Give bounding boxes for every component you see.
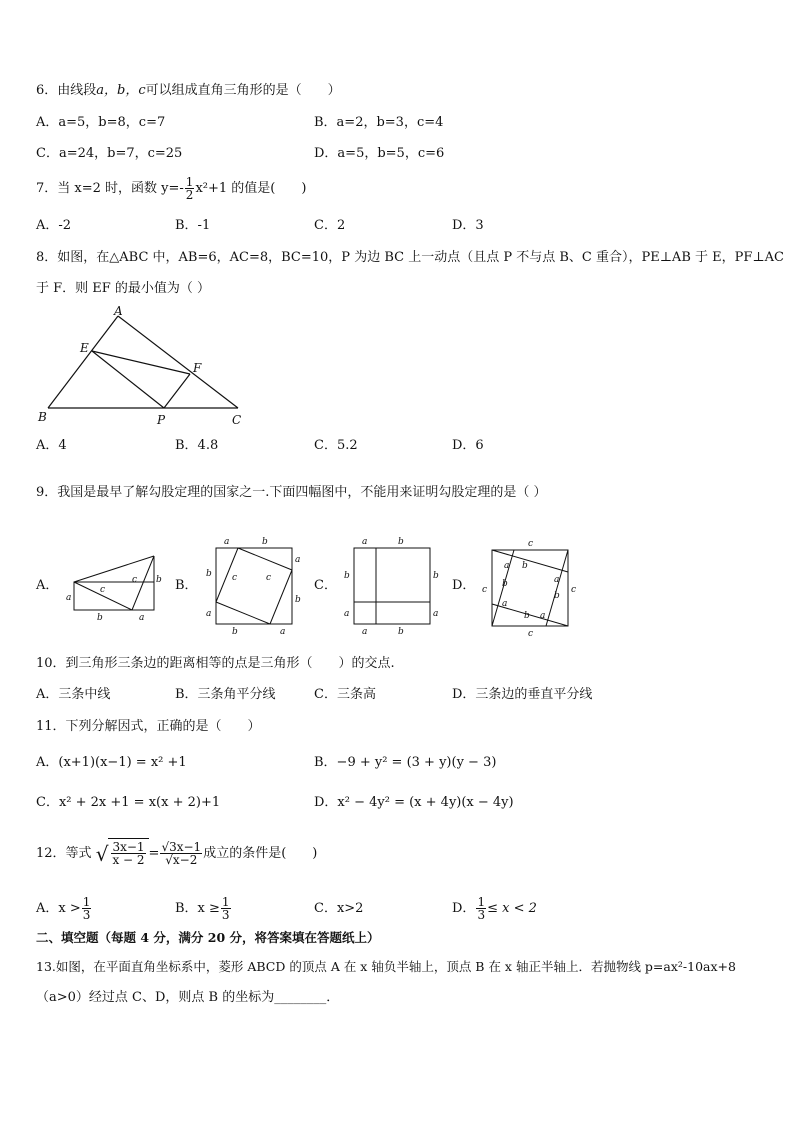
q9a-label-a2: a [139, 613, 145, 623]
q7-option-c[interactable]: C．2 [314, 218, 346, 233]
q7-num: 1 [185, 175, 194, 189]
q9-stem: 9．我国是最早了解勾股定理的国家之一.下面四幅图中，不能用来证明勾股定理的是（ ） [36, 485, 547, 500]
q11-option-d[interactable]: D．x² − 4y² = (x + 4y)(x − 4y) [314, 795, 514, 810]
q12-b-den: 3 [221, 908, 230, 922]
q8-label-a: A [114, 304, 123, 318]
q9a-label-b2: b [97, 613, 103, 623]
q12-a-den: 3 [82, 908, 91, 922]
q9a-label-c2: c [132, 575, 138, 585]
q9d-label-b2: b [554, 591, 560, 601]
q12-b-frac [221, 896, 231, 921]
q9-figure-b [202, 534, 306, 638]
q9a-label-c1: c [100, 585, 106, 595]
q9d-label-a2: a [554, 575, 560, 585]
q10-option-b[interactable]: B．三条角平分线 [175, 687, 276, 702]
q12-d-num: 1 [477, 895, 486, 909]
q12-frac-right [160, 841, 202, 866]
q12-sqrt-symbol: √ [95, 841, 109, 866]
q9b-label-b-bottom: b [232, 627, 238, 637]
q12-radicand [108, 838, 148, 869]
q9b-label-b-right: b [295, 595, 301, 605]
q6-option-a[interactable]: A．a=5，b=8，c=7 [36, 115, 166, 130]
q11-option-b[interactable]: B．−9 + y² = (3 + y)(y − 3) [314, 755, 497, 770]
q11-stem: 11．下列分解因式，正确的是（ ） [36, 719, 261, 734]
q12-a-pre: A．x > [36, 901, 81, 916]
q9b-label-a-right: a [295, 555, 301, 565]
q6-stem-a: 6．由线段 [36, 83, 97, 98]
q13-stem-line2: （a>0）经过点 C、D，则点 B 的坐标为________． [36, 990, 340, 1005]
q9b-label-a-top: a [224, 537, 230, 547]
q12-right-num: √3x−1 [161, 840, 202, 854]
q10-option-a[interactable]: A．三条中线 [36, 687, 111, 702]
q10-stem: 10．到三角形三条边的距离相等的点是三角形（ ）的交点. [36, 656, 395, 671]
q8-triangle-figure [34, 304, 254, 428]
q9b-label-b-top: b [262, 537, 268, 547]
q9c-label-a-top: a [362, 537, 368, 547]
q11-option-a[interactable]: A．(x+1)(x−1) = x² +1 [36, 755, 187, 770]
q12-option-b[interactable] [175, 894, 232, 924]
q9d-label-b4: b [524, 611, 530, 621]
q7-option-b[interactable]: B．-1 [175, 218, 211, 233]
q7-option-d[interactable]: D．3 [452, 218, 484, 233]
q6-option-b[interactable]: B．a=2，b=3，c=4 [314, 115, 444, 130]
q12-right-den: √x−2 [165, 853, 198, 867]
q9-option-b[interactable]: B． [175, 578, 198, 593]
q11-option-c[interactable]: C．x² + 2x +1 = x(x + 2)+1 [36, 795, 221, 810]
q9d-label-a3: a [502, 599, 508, 609]
q7-stem-a: 7．当 x=2 时，函数 y=- [36, 181, 184, 196]
q9c-label-b-right: b [433, 571, 439, 581]
q8-stem-line1: 8．如图，在△ABC 中，AB=6，AC=8，BC=10，P 为边 BC 上一动点（且点 P 不与点 B、C 重合），PE⊥AB 于 E，PF⊥AC [36, 250, 784, 265]
q10-option-d[interactable]: D．三条边的垂直平分线 [452, 687, 593, 702]
q12-d-pre: D． [452, 901, 476, 916]
q8-option-a[interactable]: A．4 [36, 438, 67, 453]
q13-stem-line1: 13.如图，在平面直角坐标系中，菱形 ABCD 的顶点 A 在 x 轴负半轴上，顶点 B 在 x 轴正半轴上．若抛物线 p=ax²-10ax+8 [36, 959, 736, 974]
q9c-label-a-right: a [433, 609, 439, 619]
q12-left-num: 3x−1 [112, 840, 145, 854]
q9d-label-c-top: c [528, 539, 534, 549]
q7-fraction [185, 176, 195, 201]
q9a-label-b1: b [156, 575, 162, 585]
q9-option-d[interactable]: D． [452, 578, 476, 593]
q9b-label-a-bottom: a [280, 627, 286, 637]
q8-label-e: E [80, 341, 89, 355]
q9a-label-a1: a [66, 593, 72, 603]
q12-option-d[interactable] [452, 894, 537, 924]
q8-label-p: P [157, 413, 166, 427]
q7-option-a[interactable]: A．-2 [36, 218, 72, 233]
q8-option-d[interactable]: D．6 [452, 438, 484, 453]
q12-radical-left [96, 838, 149, 869]
section2-heading: 二、填空题（每题 4 分，满分 20 分，将答案填在答题纸上） [36, 930, 380, 945]
q12-a-frac [82, 896, 92, 921]
q12-stem-b: 成立的条件是( ) [203, 846, 318, 861]
q9d-label-c-left: c [482, 585, 488, 595]
q9b-label-a-left: a [206, 609, 212, 619]
q12-b-num: 1 [221, 895, 230, 909]
q9c-label-b-left: b [344, 571, 350, 581]
q9d-label-b3: b [502, 579, 508, 589]
q12-stem: 12．等式 √ $\frac{3x-1}{x - 2}$ = $\frac{√3x-1}{√x-2}$ 成立的条件是( ) [36, 840, 318, 867]
q12-frac-left [111, 841, 145, 866]
q12-d-den: 3 [477, 908, 486, 922]
q6-stem-b: 可以组成直角三角形的是（ ） [145, 83, 341, 98]
q12-option-c[interactable]: C．x>2 [314, 901, 364, 916]
q7-den: 2 [185, 188, 194, 202]
q8-option-c[interactable]: C．5.2 [314, 438, 358, 453]
q12-d-post: ≤ x < 2 [487, 901, 537, 916]
q12-option-a[interactable] [36, 894, 92, 924]
q9b-label-b-left: b [206, 569, 212, 579]
q9c-label-a-left: a [344, 609, 350, 619]
q9-figure-a [62, 552, 166, 626]
q6-option-d[interactable]: D．a=5，b=5，c=6 [314, 146, 445, 161]
q12-a-num: 1 [82, 895, 91, 909]
q10-option-c[interactable]: C．三条高 [314, 687, 376, 702]
q12-b-pre: B．x ≥ [175, 901, 220, 916]
q9-figure-c [340, 534, 444, 638]
q8-label-c: C [232, 413, 242, 427]
q8-label-f: F [193, 361, 202, 375]
q9d-label-b1: b [522, 561, 528, 571]
q7-stem [36, 176, 306, 201]
q7-stem-b: x²+1 的值是( ) [195, 181, 307, 196]
q9d-label-c-bottom: c [528, 629, 534, 639]
q8-stem-line2: 于 F．则 EF 的最小值为（ ） [36, 281, 211, 296]
q9b-label-c2: c [266, 573, 272, 583]
q9-option-c[interactable]: C． [314, 578, 337, 593]
q9c-label-b-bottom: b [398, 627, 404, 637]
q9b-label-c1: c [232, 573, 238, 583]
q6-stem [36, 82, 341, 100]
q9c-label-b-top: b [398, 537, 404, 547]
q6-option-c[interactable]: C．a=24，b=7，c=25 [36, 146, 183, 161]
q6-vars: a，b，c [96, 83, 146, 98]
q12-d-frac [476, 896, 486, 921]
q9c-label-a-bottom: a [362, 627, 368, 637]
q9d-label-a4: a [540, 611, 546, 621]
q12-stem-a: 12．等式 [36, 846, 92, 861]
q12-left-den: x − 2 [112, 853, 145, 867]
q9d-label-c-right: c [571, 585, 577, 595]
q8-option-b[interactable]: B．4.8 [175, 438, 219, 453]
q9-figure-d [478, 536, 582, 640]
q9-option-a[interactable]: A． [36, 578, 59, 593]
q8-label-b: B [38, 410, 47, 424]
q9d-label-a1: a [504, 561, 510, 571]
